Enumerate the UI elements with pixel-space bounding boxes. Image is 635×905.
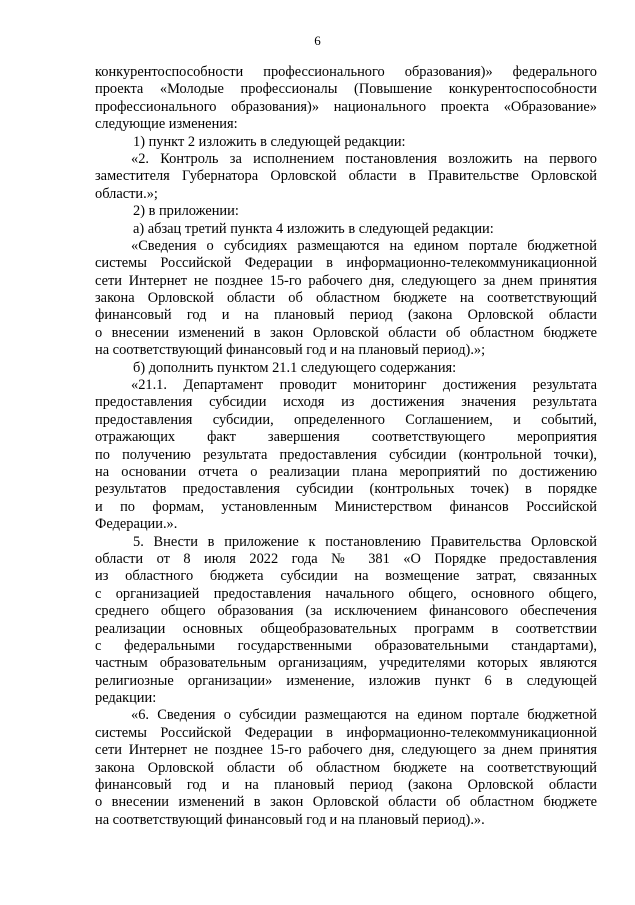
- text-line: системы Российской Федерации в информационно-телекоммуникационной: [95, 255, 597, 272]
- text-line: сети Интернет не позднее 15-го рабочего дня, следующего за днем принятия: [95, 742, 597, 759]
- paragraph-item2: [95, 203, 597, 220]
- paragraph-intro: [95, 64, 597, 134]
- text-line: системы Российской Федерации в информационно-телекоммуникационной: [95, 724, 597, 741]
- text-line: «21.1. Департамент проводит мониторинг достижения результата: [131, 377, 597, 394]
- page-number: 6: [314, 33, 321, 48]
- text-line: предоставления субсидии исходя из достижения значения результата: [95, 394, 597, 411]
- text-line: «6. Сведения о субсидии размещаются на едином портале бюджетной: [131, 707, 597, 724]
- text-line: б) дополнить пунктом 21.1 следующего содержания:: [133, 359, 457, 376]
- text-line: Федерации.».: [95, 516, 178, 533]
- text-line: 1) пункт 2 изложить в следующей редакции:: [133, 133, 406, 150]
- text-line: финансовый год и на плановый период (закона Орловской области: [95, 307, 597, 324]
- text-line: религиозные организации» изменение, изложив пункт 6 в следующей: [95, 672, 597, 689]
- text-line: и по формам, установленным Министерством финансов Российской: [95, 498, 597, 515]
- text-line: закона Орловской области об областном бюджете на соответствующий: [95, 759, 597, 776]
- text-line: с федеральными государственными образовательными стандартами),: [95, 637, 597, 654]
- text-line: следующие изменения:: [95, 116, 238, 133]
- paragraph-monitor: [95, 377, 597, 534]
- text-line: предоставления субсидии, определенного Соглашением, и событий,: [95, 411, 597, 428]
- text-line: на соответствующий финансовый год и на плановый период).»;: [95, 342, 486, 359]
- text-line: редакции:: [95, 690, 157, 707]
- text-line: из областного бюджета субсидии на возмещение затрат, связанных: [95, 568, 597, 585]
- text-line: «Сведения о субсидиях размещаются на едином портале бюджетной: [131, 237, 597, 254]
- text-line: профессионального образования)» национального проекта «Образование»: [95, 98, 597, 115]
- text-line: закона Орловской области об областном бюджете на соответствующий: [95, 290, 597, 307]
- text-line: о внесении изменений в закон Орловской области об областном бюджете: [95, 794, 597, 811]
- text-line: конкурентоспособности профессионального образования)» федерального: [95, 64, 597, 80]
- text-line: отражающих факт завершения соответствующего мероприятия: [95, 429, 597, 446]
- paragraph-control: [95, 151, 597, 203]
- paragraph-info1: [95, 238, 597, 360]
- text-line: а) абзац третий пункта 4 изложить в следующей редакции:: [133, 220, 494, 237]
- text-line: области.»;: [95, 185, 158, 202]
- text-line: на основании отчета о реализации плана мероприятий по достижению: [95, 463, 597, 480]
- text-line: частным образовательным организациям, учредителями которых являются: [95, 655, 597, 672]
- document-body: [95, 64, 597, 829]
- text-line: о внесении изменений в закон Орловской области об областном бюджете: [95, 324, 597, 341]
- text-line: по получению результата предоставления субсидии (контрольной точки),: [95, 446, 597, 463]
- text-line: области от 8 июля 2022 года № 381 «О Порядке предоставления: [95, 550, 597, 567]
- paragraph-info2: [95, 707, 597, 829]
- paragraph-item1: [95, 134, 597, 151]
- text-line: заместителя Губернатора Орловской области в Правительстве Орловской: [95, 168, 597, 185]
- paragraph-item5: [95, 534, 597, 708]
- paragraph-sub-b: [95, 360, 597, 377]
- text-line: среднего общего образования (за исключением финансового обеспечения: [95, 603, 597, 620]
- text-line: проекта «Молодые профессионалы (Повышение конкурентоспособности: [95, 81, 597, 98]
- text-line: «2. Контроль за исполнением постановления возложить на первого: [131, 150, 597, 167]
- text-line: 2) в приложении:: [133, 203, 239, 220]
- text-line: сети Интернет не позднее 15-го рабочего дня, следующего за днем принятия: [95, 272, 597, 289]
- text-line: финансовый год и на плановый период (закона Орловской области: [95, 777, 597, 794]
- text-line: результатов предоставления субсидии (контрольных точек) в порядке: [95, 481, 597, 498]
- text-line: реализации основных общеобразовательных программ в соответствии: [95, 620, 597, 637]
- text-line: 5. Внести в приложение к постановлению Правительства Орловской: [133, 533, 597, 550]
- paragraph-sub-a: [95, 221, 597, 238]
- text-line: на соответствующий финансовый год и на плановый период).».: [95, 811, 485, 828]
- text-line: с организацией предоставления начального общего, основного общего,: [95, 585, 597, 602]
